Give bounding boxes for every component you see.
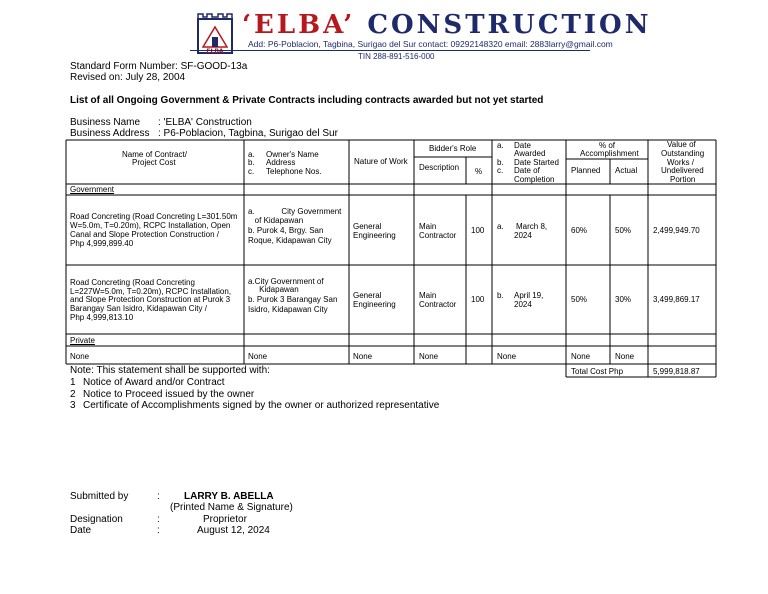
header-owner-phone: Telephone Nos. bbox=[266, 167, 322, 176]
row1-owner-line3: b. Purok 4, Brgy. San bbox=[248, 226, 324, 235]
header-date-awarded-line1: Date bbox=[514, 141, 531, 150]
row1-role-line1: Main bbox=[419, 222, 437, 231]
header-date-completion-line2: Completion bbox=[514, 175, 555, 184]
note-text-2: Notice to Proceed issued by the owner bbox=[83, 389, 255, 400]
section-private: Private bbox=[70, 336, 95, 345]
header-date-started: Date Started bbox=[514, 158, 559, 167]
row1-date-line1: March 8, bbox=[516, 222, 548, 231]
section-government: Government bbox=[70, 185, 115, 194]
row2-date-line2: 2024 bbox=[514, 300, 532, 309]
header-value-line4: Undelivered bbox=[661, 166, 704, 175]
private-date: None bbox=[497, 352, 517, 361]
header-owner-address: Address bbox=[266, 158, 296, 167]
header-value-line3: Works / bbox=[667, 158, 694, 167]
header-bidders-role: Bidder's Role bbox=[429, 144, 477, 153]
header-value-line1: Value of bbox=[667, 140, 696, 149]
business-name-label: Business Name bbox=[70, 117, 141, 128]
company-title bbox=[242, 10, 651, 40]
note-text-3: Certificate of Accomplishments signed by the owner or authorized representative bbox=[83, 400, 440, 411]
header-date-awarded-line2: Awarded bbox=[514, 149, 546, 158]
row1-owner-line4: Roque, Kidapawan City bbox=[248, 236, 332, 245]
row2-contract-line4: Barangay San Isidro, Kidapawan City / bbox=[70, 304, 207, 313]
private-nature: None bbox=[353, 352, 373, 361]
company-tin: TIN 288-891-516-000 bbox=[358, 52, 435, 61]
row2-nature-line2: Engineering bbox=[353, 300, 396, 309]
header-owner-c-mark: c. bbox=[248, 167, 255, 176]
row1-value: 2,499,949.70 bbox=[653, 226, 700, 235]
row2-role-line1: Main bbox=[419, 291, 437, 300]
private-contract: None bbox=[70, 352, 90, 361]
signatory-printed-note: (Printed Name & Signature) bbox=[170, 502, 293, 513]
header-value-line2: Outstanding bbox=[661, 149, 705, 158]
total-cost-label: Total Cost Php bbox=[571, 367, 624, 376]
row2-owner-line1: a.City Government of bbox=[248, 277, 324, 286]
row1-nature-line2: Engineering bbox=[353, 231, 396, 240]
business-name-value: : 'ELBA' Construction bbox=[158, 117, 252, 128]
business-address-value: : P6-Poblacion, Tagbina, Surigao del Sur bbox=[158, 128, 338, 139]
row1-role-line2: Contractor bbox=[419, 231, 457, 240]
date-value: August 12, 2024 bbox=[197, 525, 270, 536]
notes-heading: Note: This statement shall be supported with: bbox=[70, 365, 270, 376]
total-cost-value: 5,999,818.87 bbox=[653, 367, 700, 376]
row2-contract-line1: Road Concreting (Road Concreting bbox=[70, 278, 195, 287]
row1-nature-line1: General bbox=[353, 222, 382, 231]
row2-role-line2: Contractor bbox=[419, 300, 457, 309]
row1-actual: 50% bbox=[615, 226, 632, 235]
row2-contract-line3: and Slope Protection Construction at Purok 3 bbox=[70, 295, 231, 304]
header-actual: Actual bbox=[615, 166, 638, 175]
letterhead bbox=[190, 10, 652, 61]
form-number: Standard Form Number: SF-GOOD-13a bbox=[70, 61, 248, 72]
header-owner-a-mark: a. bbox=[248, 150, 255, 159]
designation-value: Proprietor bbox=[203, 514, 247, 525]
row2-date-line1: April 19, bbox=[514, 291, 544, 300]
row1-date-mark: a. bbox=[497, 222, 504, 231]
row1-owner-line1: a. City Government bbox=[248, 207, 342, 216]
header-owner-name: Owner's Name bbox=[266, 150, 319, 159]
row1-contract-line2: W=5.0m, T=0.20m), RCPC Installation, Open bbox=[70, 221, 231, 230]
header-accomplishment-line2: Accomplishment bbox=[580, 149, 639, 158]
row1-owner-line2: of Kidapawan bbox=[248, 216, 304, 225]
row2-nature-line1: General bbox=[353, 291, 382, 300]
row2-percent: 100 bbox=[471, 295, 485, 304]
header-owner-b-mark: b. bbox=[248, 158, 255, 167]
header-date-a-mark: a. bbox=[497, 141, 504, 150]
submitted-by-label: Submitted by bbox=[70, 491, 129, 502]
header-value-line5: Portion bbox=[670, 175, 696, 184]
company-address-line: Add: P6-Poblacion, Tagbina, Surigao del Sur contact: 09292148320 email: 2883larry@gmail.com bbox=[248, 39, 613, 49]
row1-contract-line4: Php 4,999,899.40 bbox=[70, 239, 134, 248]
header-contract-line2: Project Cost bbox=[132, 158, 176, 167]
row1-date-line2: 2024 bbox=[514, 231, 532, 240]
designation-colon: : bbox=[157, 514, 160, 525]
date-label: Date bbox=[70, 525, 92, 536]
private-actual: None bbox=[615, 352, 635, 361]
header-accomplishment-line1: % of bbox=[599, 141, 616, 150]
row2-contract-line2: L=227W=5.0m, T=0.20m), RCPC Installation, bbox=[70, 287, 232, 296]
note-number-2: 2 bbox=[70, 389, 76, 400]
private-planned: None bbox=[571, 352, 591, 361]
private-role: None bbox=[419, 352, 439, 361]
company-title-red: ‘ELBA’ bbox=[242, 10, 356, 40]
business-address-label: Business Address bbox=[70, 128, 150, 139]
row2-value: 3,499,869.17 bbox=[653, 295, 700, 304]
row2-owner-line2: Kidapawan bbox=[248, 285, 299, 294]
row1-contract-line3: Canal and Slope Protection Construction / bbox=[70, 230, 219, 239]
note-number-3: 3 bbox=[70, 400, 76, 411]
header-date-c-mark: c. bbox=[497, 166, 504, 175]
row2-owner-line4: Isidro, Kidapawan City bbox=[248, 305, 328, 314]
header-description: Description bbox=[419, 163, 460, 172]
header-percent: % bbox=[475, 167, 483, 176]
header-date-b-mark: b. bbox=[497, 158, 504, 167]
designation-label: Designation bbox=[70, 514, 123, 525]
row2-date-mark: b. bbox=[497, 291, 504, 300]
header-date-completion-line1: Date of bbox=[514, 166, 540, 175]
row1-contract-line1: Road Concreting (Road Concreting L=301.50m bbox=[70, 212, 238, 221]
note-number-1: 1 bbox=[70, 377, 76, 388]
header-contract-line1: Name of Contract/ bbox=[122, 150, 187, 159]
form-revised: Revised on: July 28, 2004 bbox=[70, 72, 186, 83]
submitted-by-colon: : bbox=[157, 491, 160, 502]
date-colon: : bbox=[157, 525, 160, 536]
form-heading: List of all Ongoing Government & Private Contracts including contracts awarded but not yet started bbox=[70, 95, 544, 106]
note-text-1: Notice of Award and/or Contract bbox=[83, 377, 225, 388]
letterhead-rule bbox=[190, 50, 590, 51]
row1-percent: 100 bbox=[471, 226, 485, 235]
row1-planned: 60% bbox=[571, 226, 588, 235]
private-owner: None bbox=[248, 352, 268, 361]
row2-actual: 30% bbox=[615, 295, 632, 304]
header-nature-of-work: Nature of Work bbox=[354, 157, 408, 166]
row2-contract-line5: Php 4,999,813.10 bbox=[70, 313, 134, 322]
signatory-name: LARRY B. ABELLA bbox=[184, 491, 274, 502]
row2-planned: 50% bbox=[571, 295, 588, 304]
logo-text: ELBA bbox=[206, 48, 224, 55]
row2-owner-line3: b. Purok 3 Barangay San bbox=[248, 295, 338, 304]
company-title-navy: CONSTRUCTION bbox=[367, 10, 652, 40]
header-planned: Planned bbox=[571, 166, 601, 175]
